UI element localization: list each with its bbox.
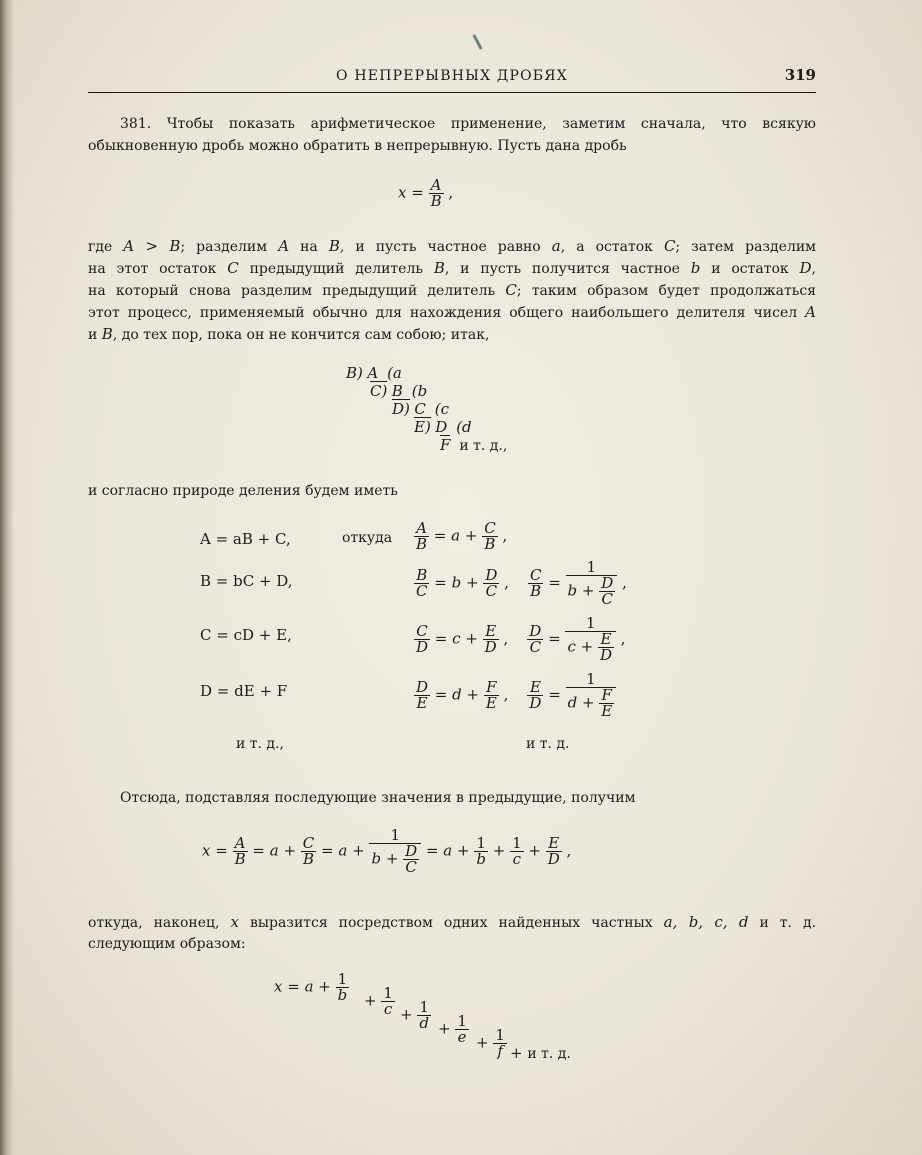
division-row-1: B) A (a (346, 364, 402, 382)
page-header (88, 66, 816, 90)
formula-continued-fraction: x = a + $\frac{1}{b}$ (274, 970, 348, 1004)
division-row-2: C) B (b (370, 382, 428, 400)
equation-right-3: $\frac{C}{D}$ = c + $\frac{E}{D}$ , $\frac{D}{C}$ = 1 c + $\frac{E}{D}$ , (416, 614, 626, 664)
paragraph-2-line-3: на который снова разделим предыдущий делитель C; таким образом будет продолжаться (88, 281, 817, 299)
division-row-3: D) C (c (392, 400, 449, 418)
equation-right-4: $\frac{D}{E}$ = d + $\frac{F}{E}$ , $\frac{E}{D}$ = 1 d + $\frac{F}{E}$ (414, 672, 616, 719)
paragraph-2-line-4: этот процесс, применяемый обычно для нахождения общего наибольшего делителя чисел A (88, 303, 816, 321)
paragraph-2-line-2: на этот остаток C предыдущий делитель B, и пусть получится частное b и остаток D, (88, 259, 816, 277)
equation-left-2: B = bC + D, (200, 572, 293, 590)
continued-fraction-step-d: + $\frac{1}{d}$ (400, 998, 429, 1032)
header-rule (88, 92, 816, 93)
whence-label: откуда (342, 530, 393, 546)
equation-left-3: C = cD + E, (200, 626, 292, 644)
paragraph-1-line-2: обыкновенную дробь можно обратить в непрерывную. Пусть дана дробь (88, 138, 627, 154)
paragraph-3: и согласно природе деления будем иметь (88, 483, 398, 499)
division-row-4: E) D (d (414, 418, 472, 436)
book-spine-shadow (0, 0, 14, 1155)
denominator-b: B (430, 192, 442, 210)
paragraph-5-line-1: откуда, наконец, x выразится посредством одних найденных частных a, b, c, d и т. д. (88, 913, 817, 931)
continued-fraction-step-f: + $\frac{1}{f}$ (476, 1026, 505, 1060)
equation-left-1: A = aB + C, (200, 530, 291, 548)
paragraph-2-line-5: и B, до тех пор, пока он не кончится сам собою; итак, (88, 325, 490, 343)
formula-substitution: x = $\frac{A}{B}$ = a + $\frac{C}{B}$ = a + 1 b + $\frac{D}{C}$ = a + $\frac{1}{b}$ + $\frac{1}{c}$ + $\frac{E}{D}$ , (202, 826, 572, 876)
continued-fraction-step-c: + $\frac{1}{c}$ (364, 984, 393, 1018)
running-head: О НЕПРЕРЫВНЫХ ДРОБЯХ (336, 68, 568, 84)
numerator-a: A (430, 176, 442, 194)
page-number: 319 (784, 66, 816, 84)
paragraph-2-line-1: где A > B; разделим A на B, и пусть частное равно a, а остаток C; затем разделим (88, 237, 817, 255)
paragraph-1-line-1: 381. Чтобы показать арифметическое применение, заметим сначала, что всякую (120, 116, 816, 132)
continued-fraction-tail: + и т. д. (510, 1044, 571, 1062)
division-row-5: F и т. д., (440, 436, 508, 454)
continued-fraction-step-e: + $\frac{1}{e}$ (438, 1012, 467, 1046)
equation-left-4: D = dE + F (200, 682, 288, 700)
formula-x-equals-a-over-b: x = $\frac{A}{B}$ , (398, 176, 454, 210)
etc-right: и т. д. (526, 736, 570, 752)
equation-right-1: $\frac{A}{B}$ = a + $\frac{C}{B}$ , (416, 519, 508, 553)
etc-left: и т. д., (236, 736, 284, 752)
equation-right-2: $\frac{B}{C}$ = b + $\frac{D}{C}$ , $\frac{C}{B}$ = 1 b + $\frac{D}{C}$ , (416, 558, 627, 608)
paragraph-4: Отсюда, подставляя последующие значения в предыдущие, получим (120, 790, 636, 806)
paragraph-5-line-2: следующим образом: (88, 936, 246, 952)
